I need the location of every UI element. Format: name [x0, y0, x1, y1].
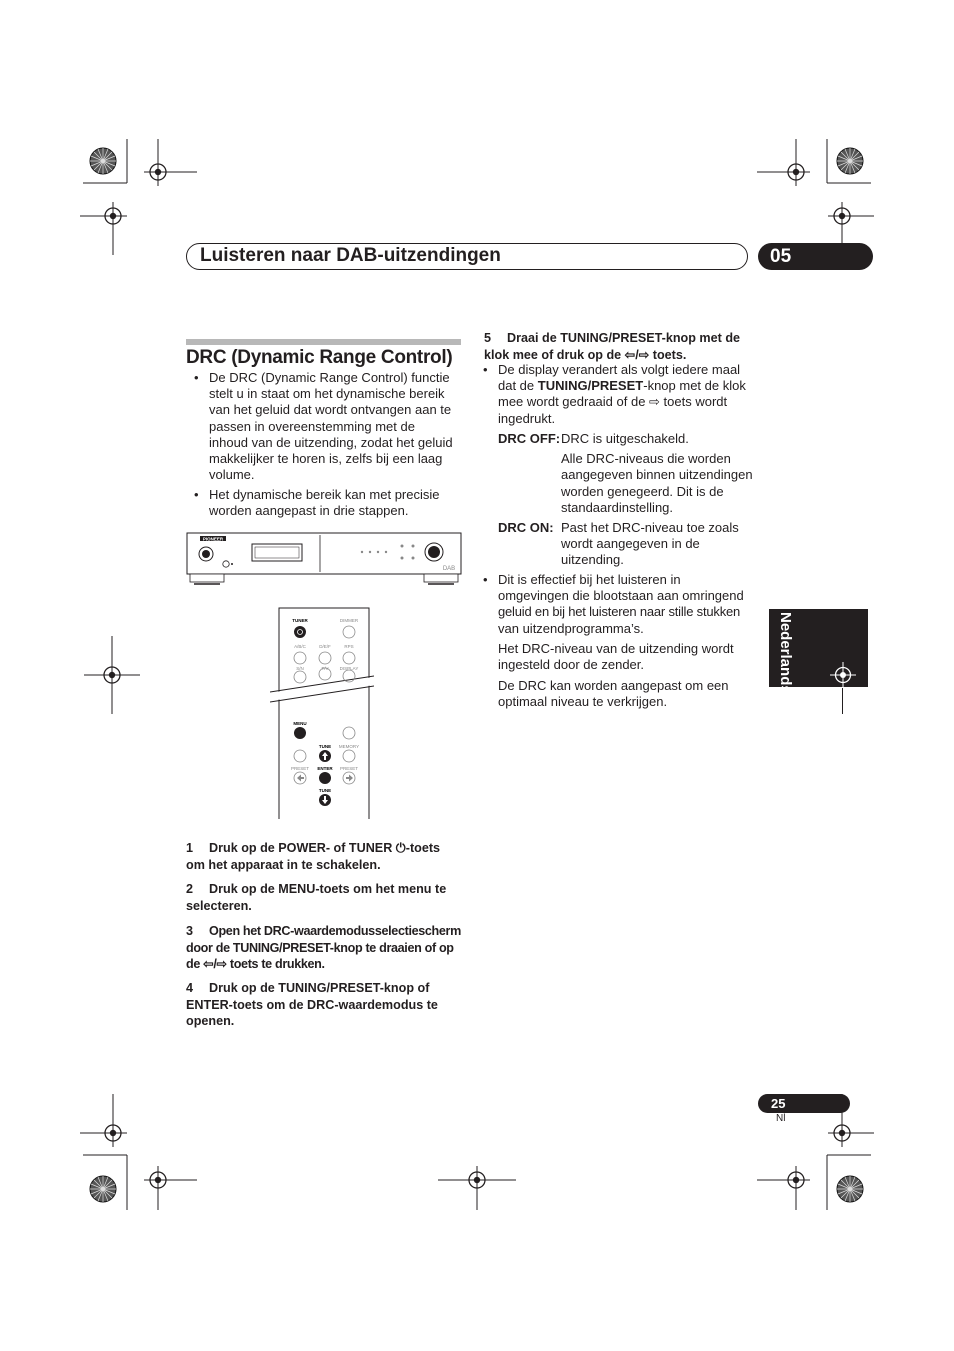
- remote-label-display: DISPLAY: [339, 666, 359, 671]
- drc-on-label: DRC ON:: [498, 520, 554, 535]
- step5-paragraph-2: De DRC kan worden aangepast om een optimaal niveau te verkrijgen.: [498, 678, 729, 710]
- remote-label-sn: S/N: [296, 666, 304, 671]
- menu-button: [294, 727, 306, 739]
- remote-control-illustration: [270, 606, 374, 820]
- section-divider: [186, 339, 461, 345]
- drc-off-description: DRC is uitgeschakeld. Alle DRC-niveaus die worden aangegeven binnen uitzendingen worden genegeerd. Dit is de standaardinstelling.: [561, 431, 753, 515]
- section-title: DRC (Dynamic Range Control): [186, 347, 453, 368]
- language-tab-crop-line: [842, 688, 843, 714]
- remote-label-dimmer: DIMMER: [339, 618, 359, 623]
- enter-button: [319, 772, 331, 784]
- intro-bullet-2: • Het dynamische bereik kan met precisie worden aangepast in drie stappen.: [209, 487, 461, 519]
- remote-label-preset-left: PRESET: [290, 766, 310, 771]
- remote-label-rps: RPS: [344, 644, 354, 649]
- remote-label-menu: MENU: [293, 721, 307, 726]
- drc-on-description: Past het DRC-niveau toe zoals wordt aangegeven in de uitzending.: [561, 520, 739, 568]
- remote-label-tune-down: TUNE: [318, 788, 332, 793]
- chapter-number: 05: [758, 243, 873, 270]
- remote-label-def: D/E/F: [319, 644, 331, 649]
- step-1: 1 Druk op de POWER- of TUNER ⏻-toets om het apparaat in te schakelen.: [186, 841, 441, 872]
- tuner-power-button: [294, 626, 306, 638]
- step5-bullet-2: • Dit is effectief bij het luisteren in omgevingen die blootstaan aan omringend geluid en bij het luisteren naar stille stukken van uitzendprogramma’s.: [498, 572, 760, 637]
- step-4: 4 Druk op de TUNING/PRESET-knop of ENTER-toets om de DRC-waardemodus te openen.: [186, 981, 438, 1028]
- page-language-code: Nl: [776, 1113, 786, 1124]
- remote-label-enter: ENTER: [317, 766, 333, 771]
- step-3: 3 Open het DRC-waardemodusselectiescherm door de TUNING/PRESET-knop te draaien of op de ⇦/⇨ toets te drukken.: [186, 924, 461, 971]
- step5-bullet-1: • De display verandert als volgt iedere maal dat de TUNING/PRESET-knop met de klok mee wordt gedraaid of de ⇨ toets wordt ingedrukt.: [498, 362, 760, 427]
- drc-off-label: DRC OFF:: [498, 431, 561, 446]
- page-number: 25: [758, 1094, 850, 1113]
- language-tab-label: Nederlands: [777, 612, 794, 694]
- remote-label-tuner: TUNER: [292, 618, 308, 623]
- remote-label-tv: T/V: [321, 666, 329, 671]
- remote-label-abc: A/B/C: [294, 644, 306, 649]
- step-2: 2 Druk op de MENU-toets om het menu te selecteren.: [186, 882, 447, 913]
- step5-paragraph-1: Het DRC-niveau van de uitzending wordt ingesteld door de zender.: [498, 641, 734, 673]
- page-header-title: Luisteren naar DAB-uitzendingen: [200, 245, 501, 266]
- device-dab-label: DAB: [442, 566, 456, 572]
- remote-label-preset-right: PRESET: [339, 766, 359, 771]
- intro-bullet-1: • De DRC (Dynamic Range Control) functie stelt u in staat om het dynamische bereik van het geluid dat wordt ontvangen aan te passen in overeenstemming met de inhoud van de uitzending, zodat het geluid makkelijker te horen is, zelfs bij een laag volume.: [209, 370, 461, 483]
- language-tab-registration-mark: [826, 658, 860, 692]
- step-5: 5 Draai de TUNING/PRESET-knop met de klok mee of druk op de ⇦/⇨ toets.: [484, 331, 741, 362]
- device-logo: PIONEER: [202, 536, 224, 542]
- remote-label-memory: MEMORY: [338, 744, 360, 749]
- remote-label-tune-up: TUNE: [318, 744, 332, 749]
- tuner-front-panel-illustration: [186, 532, 462, 588]
